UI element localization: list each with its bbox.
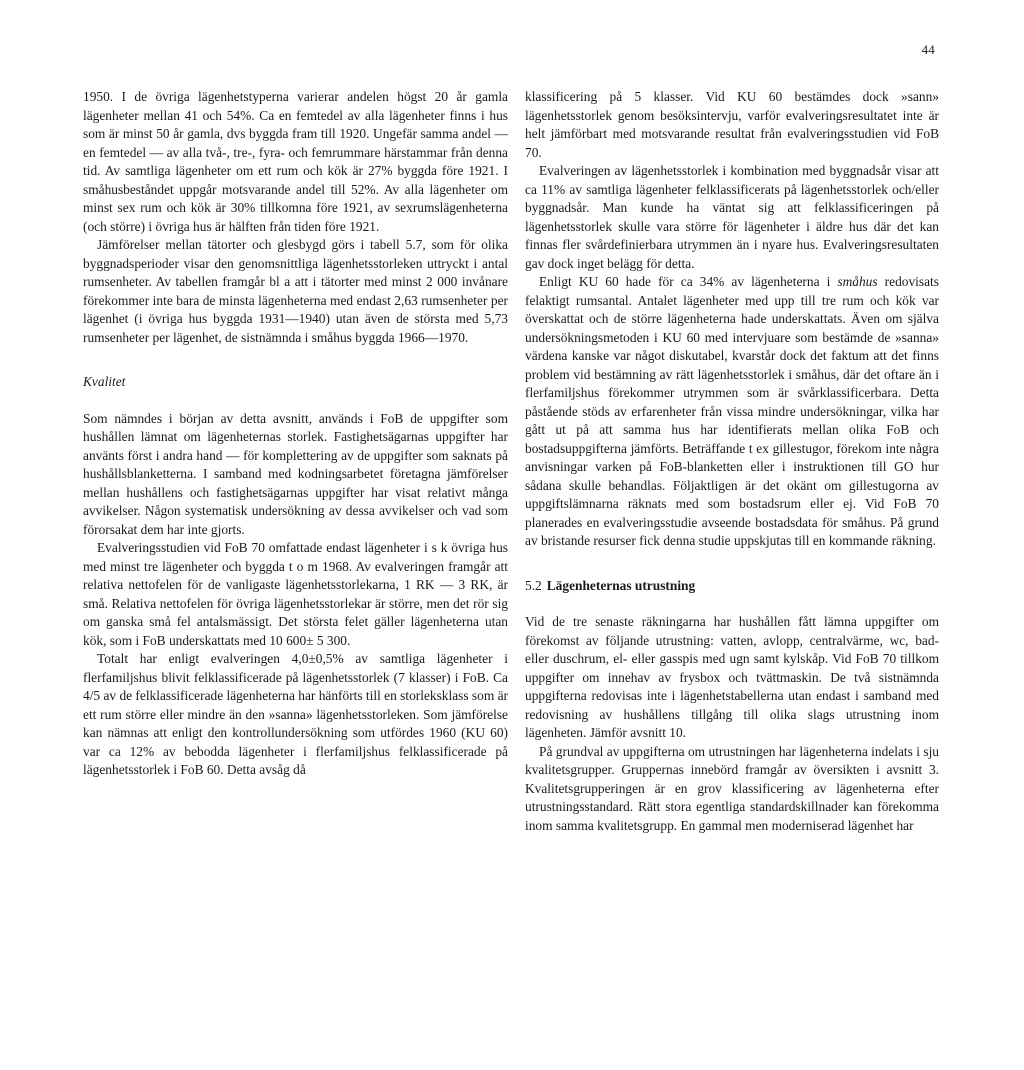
page-number: 44	[921, 42, 935, 57]
right-column	[525, 88, 939, 835]
emphasis: småhus	[837, 274, 878, 289]
left-column	[83, 88, 508, 780]
text-run: redovisats felaktigt rumsantal. Antalet lägenheter med upp till tre rum och kök var överskattat och de större lägenheterna hade underskattats. Även om själva undersökningsmetoden i KU 60 med intervjuare som bestämde de »sanna» värdena kanske var något diskutabel, kvarstår dock det faktum att det finns problem vid bestämning av rätt lägenhetsstorlek i småhus, där det oftare än i flerfamiljshus förekommer utrymmen som är svårklassificerbara. Detta påstående stöds av erfarenheter från vissa mindre undersökningar, vilka har gått ut på att samma hus har identifierats mellan olika FoB och bostadsuppgifterna jämförts. Beträffande t ex gillestugor, förekom inte några anvisningar varken på FoB-blanketten eller i instruktionen till GO hur sådana skulle behandlas. Följaktligen är det okänt om gillestugorna av uppgiftslämnarna räknats med som bostadsrum eller ej. Vid FoB 70 planerades en evalveringsstudie avseende bostadsdata för småhus. På grund av bristande resurser fick denna studie uppskjutas till en kommande räkning.	[525, 274, 939, 548]
text-run: Enligt KU 60 hade för ca 34% av lägenheterna i	[539, 274, 838, 289]
paragraph: Vid de tre senaste räkningarna har hushållen fått lämna uppgifter om förekomst av följande utrustning: vatten, avlopp, centralvärme, wc, bad- eller duschrum, el- eller gasspis med ugn samt kylskåp. Vid FoB 70 tillkom uppgifter om innehav av frysbox och tvättmaskin. De två sistnämnda uppgifterna redovisas inte i lägenhetstabellerna utan endast i samband med redovisning av hushållens tillgång till olika slags utrustning inom lägenheten. Jämför avsnitt 10.	[525, 614, 939, 740]
paragraph: Evalveringen av lägenhetsstorlek i kombination med byggnadsår visar att ca 11% av samtliga lägenheter felklassificerats på lägenhetsstorlek och/eller byggnadsår. Man kunde ha väntat sig att felklassificeringen på lägenhetsstorlek skulle vara större för lägenheter i äldre hus där det kan finnas fler svårdefinierbara utrymmen än i nyare hus. Evalveringsresultaten gav dock inget belägg för detta.	[525, 163, 939, 271]
subheading-kvalitet: Kvalitet	[83, 374, 126, 389]
paragraph: Totalt har enligt evalveringen 4,0±0,5% av samtliga lägenheter i flerfamiljshus blivit felklassificerade på lägenhetsstorlek (7 klasser) i FoB. Ca 4/5 av de felklassificerade lägenheterna har hänförts till en storleksklass som är ett rum större eller mindre än den »sanna» lägenhetsstorleken. Som jämförelse kan nämnas att enligt den kontrollundersökning som utfördes 1960 (KU 60) var ca 12% av bebodda lägenheter i flerfamiljshus felklassificerade på lägenhetsstorlek i FoB 60. Detta avsåg då	[83, 651, 509, 777]
section-title: Lägenheternas utrustning	[546, 577, 696, 593]
paragraph: På grundval av uppgifterna om utrustningen har lägenheterna indelats i sju kvalitetsgrupper. Gruppernas innebörd framgår av översikten i avsnitt 3. Kvalitetsgrupperingen är en grov klassificering av lägenheterna efter utrustningsstandard. Rätt stora egentliga standardskillnader kan förekomma inom samma kvalitetsgrupp. En gammal men moderniserad lägenhet har	[525, 743, 939, 833]
section-number: 5.2	[525, 577, 542, 593]
paragraph: Som nämndes i början av detta avsnitt, används i FoB de uppgifter som hushållen lämnat om lägenheternas storlek. Fastighetsägarnas uppgifter har använts först i andra hand — för komplettering av de uppgifter som saknats på hushållsblanketterna. I samband med kodningsarbetet företagna jämförelser mellan hushållens och fastighetsägarnas uppgifter har visat relativt många avvikelser. Någon systematisk undersökning av dessa avvikelser och vad som förorsakat dem har inte gjorts.	[83, 410, 508, 537]
paragraph: 1950. I de övriga lägenhetstyperna varierar andelen högst 20 år gamla lägenheter mellan 41 och 54%. Ca en femtedel av alla lägenheter finns i hus som är minst 50 år gamla, dvs byggda fram till 1920. Ungefär samma andel — en femtedel — av alla två-, tre-, fyra- och femrummare härstammar från denna tid. Av samtliga lägenheter om ett rum och kök är 27% byggda före 1921. I småhusbeståndet uppgår motsvarande andel till 52%. Av alla lägenheter om minst sex rum och kök är 30% tillkomna före 1921, av sexrumslägenheterna (och större) i övriga hus är hälften från tiden före 1921.	[83, 89, 508, 234]
paragraph: Jämförelser mellan tätorter och glesbygd görs i tabell 5.7, som för olika byggnadsperioder visar den genomsnittliga lägenhetsstorleken uttryckt i antal rumsenheter. Av tabellen framgår bl a att i tätorter med minst 2 000 invånare förekommer inte bara de minsta lägenheterna med endast 2,63 rumsenheter per lägenhet (i övriga hus byggda 1931—1940) utan även de största med 5,73 rumsenheter per lägenhet, de sistnämnda i småhus byggda 1966—1970.	[83, 237, 508, 345]
paragraph: klassificering på 5 klasser. Vid KU 60 bestämdes dock »sann» lägenhetsstorlek genom besöksintervju, varför evalveringsresultatet inte är helt jämförbart med motsvarande resultat från evalveringsstudien vid FoB 70.	[525, 89, 939, 160]
paragraph	[525, 273, 939, 551]
section-heading	[525, 577, 939, 596]
paragraph: Evalveringsstudien vid FoB 70 omfattade endast lägenheter i s k övriga hus med minst tre lägenheter och byggda t o m 1968. Av evalveringen framgår att relativa nettofelen för de vanligaste lägenhetsstorlekarna, 1 RK — 3 RK, är små. Relativa nettofelen för övriga lägenhetsstorlekar är större, men det rör sig om ganska små fel antalsmässigt. Det största felet gäller lägenheterna utan kök, som i FoB underskattats med 10 600± 5 300.	[83, 540, 508, 648]
